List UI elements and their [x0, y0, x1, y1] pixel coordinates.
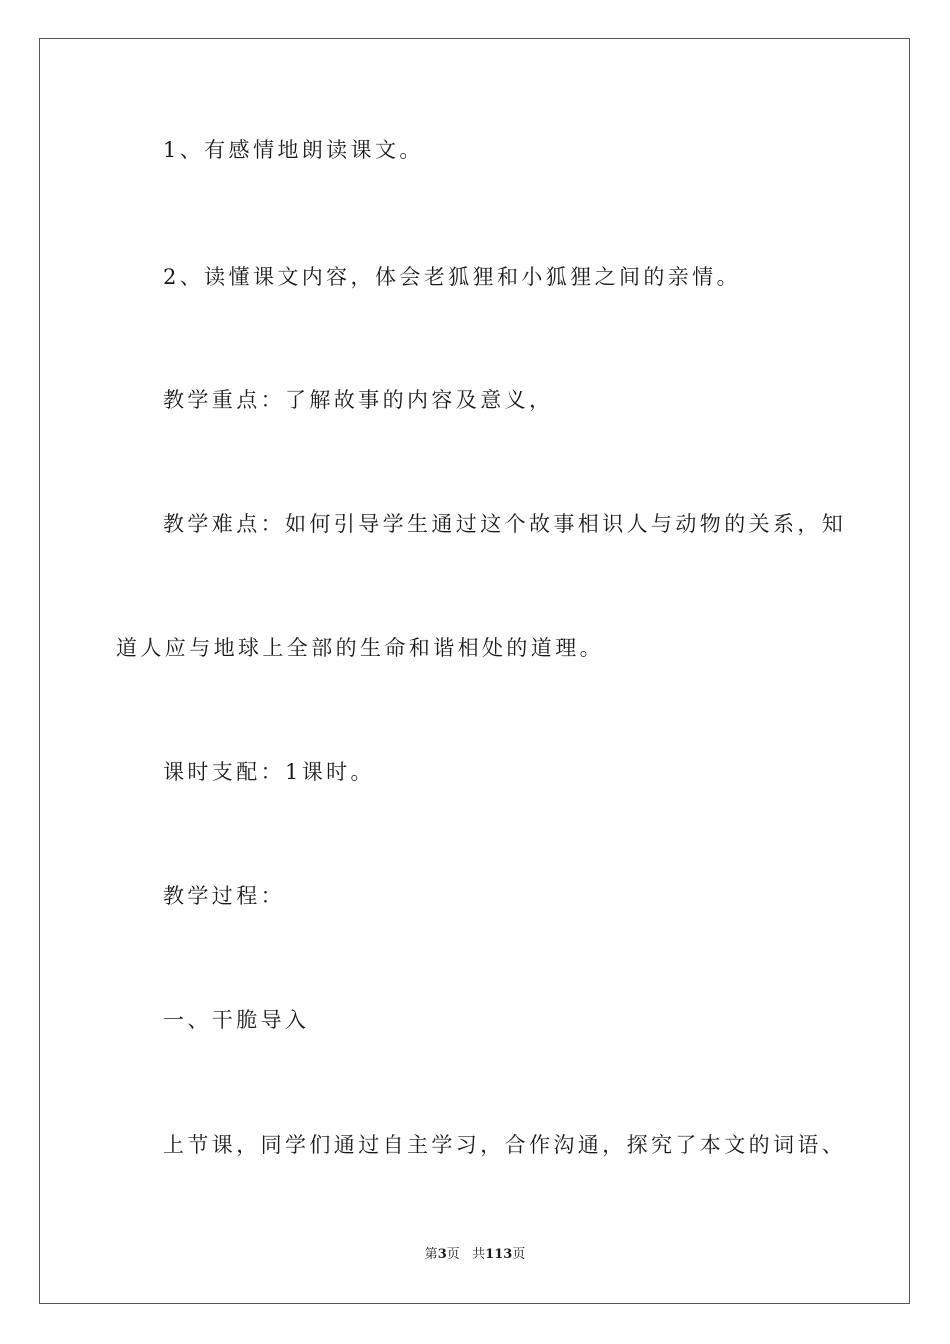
page-frame [39, 38, 910, 1304]
objective-1: 1、有感情地朗读课文。 [163, 138, 424, 162]
class-hours: 课时支配：1课时。 [163, 760, 375, 784]
teaching-difficulty: 教学难点：如何引导学生通过这个故事相识人与动物的关系，知 [163, 512, 847, 536]
objective-2: 2、读懂课文内容，体会老狐狸和小狐狸之间的亲情。 [163, 265, 741, 289]
page-number: 3 [437, 1247, 447, 1262]
page-suffix: 页 [446, 1247, 460, 1262]
teaching-process-heading: 教学过程： [163, 884, 285, 908]
paragraph-text: 上节课，同学们通过自主学习，合作沟通，探究了本文的词语、 [163, 1133, 847, 1157]
total-pages: 113 [485, 1247, 513, 1262]
page-prefix: 第 [424, 1247, 438, 1262]
total-prefix: 共 [472, 1247, 486, 1262]
page-footer [0, 1246, 950, 1264]
teaching-difficulty-continued: 道人应与地球上全部的生命和谐相处的道理。 [116, 636, 604, 660]
teaching-focus: 教学重点：了解故事的内容及意义， [163, 388, 554, 412]
section-heading-intro: 一、干脆导入 [163, 1008, 310, 1032]
total-suffix: 页 [512, 1247, 526, 1262]
